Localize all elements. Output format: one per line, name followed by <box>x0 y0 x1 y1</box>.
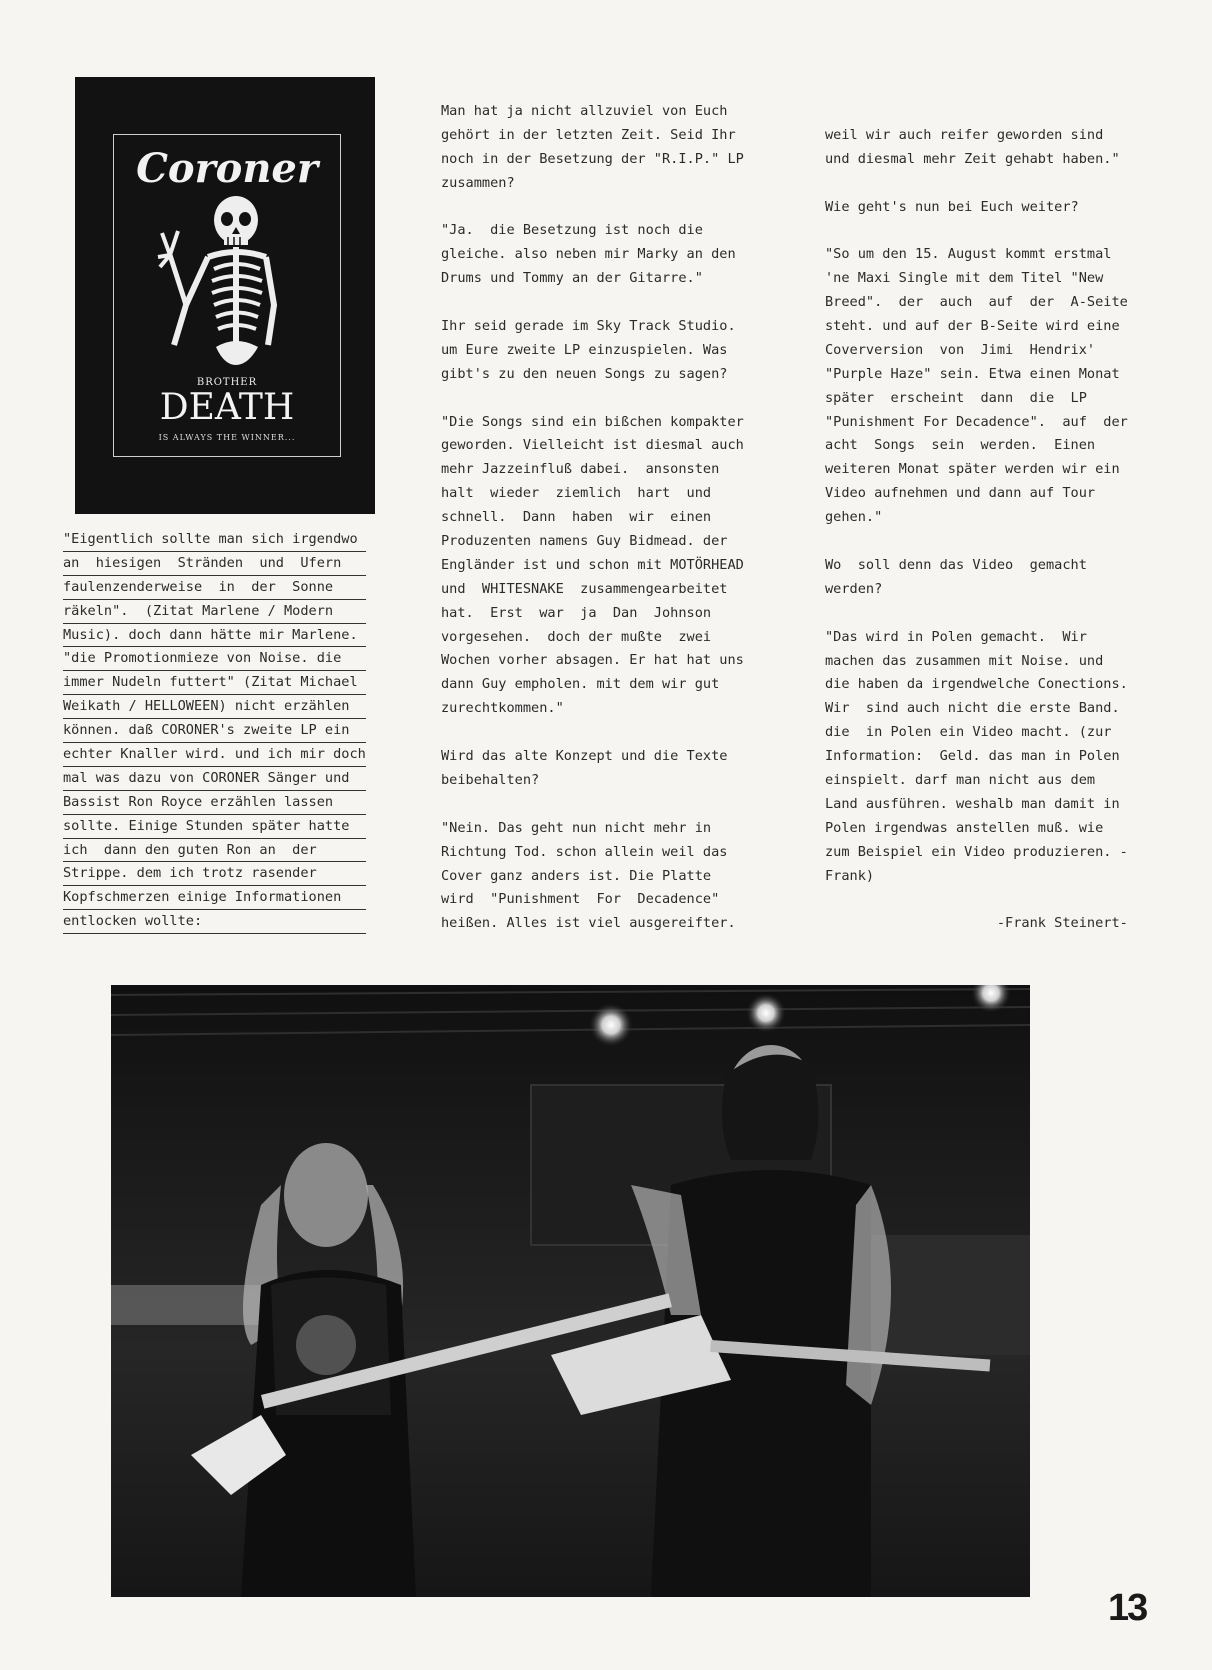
text-line <box>441 291 744 315</box>
intro-column <box>63 528 366 934</box>
text-line: Wie geht's nun bei Euch weiter? <box>825 198 1079 215</box>
text-line: Land ausführen. weshalb man damit in <box>825 795 1120 812</box>
text-line: räkeln". (Zitat Marlene / Modern <box>63 600 366 624</box>
text-line: an hiesigen Stränden und Ufern <box>63 552 366 576</box>
text-line: gleiche. also neben mir Marky an den <box>441 246 736 263</box>
text-line: "Ja. die Besetzung ist noch die <box>441 222 703 239</box>
text-line: Cover ganz anders ist. Die Platte <box>441 867 712 884</box>
poster-title: DEATH <box>159 387 295 428</box>
text-line: die haben da irgendwelche Conections. <box>825 676 1128 693</box>
poster-frame <box>113 134 341 457</box>
interview-column-2 <box>441 100 744 936</box>
text-line: faulenzenderweise in der Sonne <box>63 576 366 600</box>
text-line: schnell. Dann haben wir einen <box>441 509 712 526</box>
text-line: Wo soll denn das Video gemacht <box>825 556 1087 573</box>
author-signature: -Frank Steinert- <box>996 915 1128 932</box>
text-line: und WHITESNAKE zusammengearbeitet <box>441 580 728 597</box>
text-line: acht Songs sein werden. Einen <box>825 437 1096 454</box>
text-line: vorgesehen. doch der mußte zwei <box>441 628 712 645</box>
text-line <box>825 172 1128 196</box>
album-poster <box>75 77 375 514</box>
text-line: Coverversion von Jimi Hendrix' <box>825 341 1096 358</box>
text-line: zum Beispiel ein Video produzieren. - <box>825 843 1128 860</box>
skeleton-illustration <box>148 195 308 385</box>
text-line: halt wieder ziemlich hart und <box>441 485 712 502</box>
text-line: zusammen? <box>441 174 515 191</box>
text-line: werden? <box>825 580 883 597</box>
text-line: "Punishment For Decadence". auf der <box>825 413 1128 430</box>
text-line: mal was dazu von CORONER Sänger und <box>63 767 366 791</box>
text-line: Wird das alte Konzept und die Texte <box>441 748 728 765</box>
text-line: Kopfschmerzen einige Informationen <box>63 886 366 910</box>
text-line: steht. und auf der B-Seite wird eine <box>825 318 1120 335</box>
text-line: Richtung Tod. schon allein weil das <box>441 843 728 860</box>
text-line <box>441 196 744 220</box>
text-line: Engländer ist und schon mit MOTÖRHEAD <box>441 556 744 573</box>
text-line: "Das wird in Polen gemacht. Wir <box>825 628 1087 645</box>
text-line: hat. Erst war ja Dan Johnson <box>441 604 712 621</box>
spacer <box>825 888 1128 912</box>
text-line: "Purple Haze" sein. Etwa einen Monat <box>825 365 1120 382</box>
interview-column-3 <box>825 100 1128 936</box>
text-line: Produzenten namens Guy Bidmead. der <box>441 533 728 550</box>
text-line <box>825 602 1128 626</box>
text-line: Polen irgendwas anstellen muß. wie <box>825 819 1104 836</box>
text-line: zurechtkommen." <box>441 700 564 717</box>
text-line: machen das zusammen mit Noise. und <box>825 652 1104 669</box>
text-line: können. daß CORONER's zweite LP ein <box>63 719 366 743</box>
poster-tagline: IS ALWAYS THE WINNER... <box>158 433 296 442</box>
text-line: um Eure zweite LP einzuspielen. Was <box>441 341 728 358</box>
text-line: immer Nudeln futtert" (Zitat Michael <box>63 671 366 695</box>
text-line: weiteren Monat später werden wir ein <box>825 461 1120 478</box>
text-line: später erscheint dann die LP <box>825 389 1087 406</box>
text-line: Drums und Tommy an der Gitarre." <box>441 270 703 287</box>
text-line: wird "Punishment For Decadence" <box>441 891 720 908</box>
text-line <box>441 793 744 817</box>
text-line: Music). doch dann hätte mir Marlene. <box>63 624 366 648</box>
text-line: Wochen vorher absagen. Er hat hat uns <box>441 652 744 669</box>
text-line: gibt's zu den neuen Songs zu sagen? <box>441 365 728 382</box>
text-line: "Eigentlich sollte man sich irgendwo <box>63 528 366 552</box>
text-line: dann Guy empholen. mit dem wir gut <box>441 676 720 693</box>
text-line: die in Polen ein Video macht. (zur <box>825 724 1112 741</box>
text-line: Breed". der auch auf der A-Seite <box>825 294 1128 311</box>
band-photo <box>111 985 1030 1597</box>
text-line <box>825 219 1128 243</box>
text-line: gehört in der letzten Zeit. Seid Ihr <box>441 126 736 143</box>
text-line: Man hat ja nicht allzuviel von Euch <box>441 103 728 119</box>
band-photo-drawing <box>111 985 1030 1597</box>
text-line <box>441 721 744 745</box>
text-line: einspielt. darf man nicht aus dem <box>825 771 1096 788</box>
text-line: geworden. Vielleicht ist diesmal auch <box>441 437 744 454</box>
text-line: Frank) <box>825 867 875 884</box>
text-line: Ihr seid gerade im Sky Track Studio. <box>441 318 736 335</box>
text-line: gehen." <box>825 509 883 526</box>
text-line: weil wir auch reifer geworden sind <box>825 126 1104 143</box>
text-line: und diesmal mehr Zeit gehabt haben." <box>825 150 1120 167</box>
text-line: Wir sind auch nicht die erste Band. <box>825 700 1120 717</box>
text-line: "Die Songs sind ein bißchen kompakter <box>441 413 744 430</box>
text-line: Video aufnehmen und dann auf Tour <box>825 485 1096 502</box>
text-line: noch in der Besetzung der "R.I.P." LP <box>441 150 744 167</box>
text-line: sollte. Einige Stunden später hatte <box>63 815 366 839</box>
text-line: Weikath / HELLOWEEN) nicht erzählen <box>63 695 366 719</box>
text-line: beibehalten? <box>441 771 540 788</box>
band-logo: Coroner <box>136 145 318 192</box>
text-line: 'ne Maxi Single mit dem Titel "New <box>825 270 1104 287</box>
text-line: entlocken wollte: <box>63 910 366 934</box>
text-line: mehr Jazzeinfluß dabei. ansonsten <box>441 461 720 478</box>
text-line: ich dann den guten Ron an der <box>63 839 366 863</box>
poster-subtitle: BROTHER <box>196 377 258 388</box>
text-line <box>441 387 744 411</box>
text-line: "So um den 15. August kommt erstmal <box>825 246 1112 263</box>
text-line: Strippe. dem ich trotz rasender <box>63 862 366 886</box>
text-line: "die Promotionmieze von Noise. die <box>63 647 366 671</box>
text-line <box>825 530 1128 554</box>
text-line: "Nein. Das geht nun nicht mehr in <box>441 819 712 836</box>
text-line: Information: Geld. das man in Polen <box>825 748 1120 765</box>
text-line: Bassist Ron Royce erzählen lassen <box>63 791 366 815</box>
page-number: 13 <box>1108 1587 1147 1629</box>
text-line: heißen. Alles ist viel ausgereifter. <box>441 915 736 932</box>
text-line: echter Knaller wird. und ich mir doch <box>63 743 366 767</box>
